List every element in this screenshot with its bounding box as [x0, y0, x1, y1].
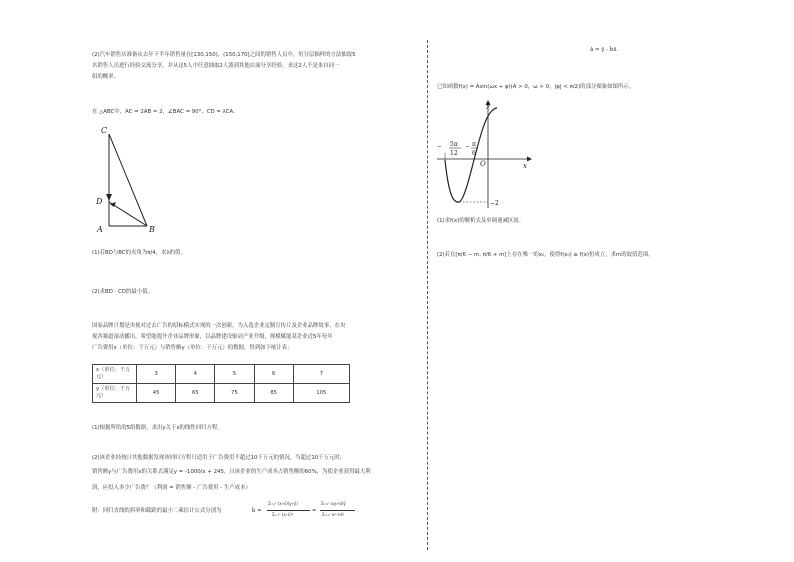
label-d: D	[96, 197, 103, 206]
y-axis-label: y	[486, 101, 490, 109]
label-6: 6	[472, 150, 476, 157]
label-12: 12	[450, 150, 458, 157]
sine-graph	[437, 98, 537, 210]
formula-numerator-2: Σᵢ₌₁ⁿ xᵢyᵢ-nx̄ȳ	[321, 501, 346, 506]
formula-denominator-1: Σᵢ₌₁ⁿ (xᵢ-x̄)²	[272, 512, 294, 517]
formula-b-hat: b̂ =	[252, 508, 262, 514]
triangle-figure	[92, 124, 162, 236]
triangle-part-2: (2)求BD · CD的最小值。	[92, 289, 153, 295]
table-cell: 6	[254, 365, 293, 384]
formula-numerator-1: Σᵢ₌₁ⁿ (xᵢ-x̄)(yᵢ-ȳ)	[268, 501, 298, 506]
table-row	[93, 365, 350, 384]
table-cell: 105	[293, 384, 349, 403]
appendix-prefix: 附：回归直线的斜率和截距的最小二乘估计公式分别为	[92, 508, 222, 514]
label-5pi: 5π	[450, 141, 458, 148]
origin-label: O	[480, 160, 486, 168]
table-row-header: x（单位：千万元）	[93, 365, 137, 384]
table-cell: 65	[176, 384, 215, 403]
ads-part-1: (1)根据所给的5组数据，求出y关于x的线性回归方程。	[92, 425, 223, 431]
formula-tail: ,	[357, 508, 359, 514]
ads-intro-1: 国家品牌计划是央视对过去广告的招标模式实现的一次创新，为入选企业定制宣传片及企业品牌故事，在央	[92, 323, 346, 329]
x-axis-label: x	[523, 162, 527, 170]
column-divider	[427, 40, 428, 550]
table-row-header: y（单位：千万元）	[93, 384, 137, 403]
triangle-question-stem: 在 △ABC中，AC = 2AB = 2，∠BAC = 90°，CD = λCA．	[92, 109, 239, 115]
regression-formula	[92, 498, 392, 524]
sales-line-2: 名销售人员进行经验交流分享，并从这5人中任意抽取2人派到其他店面分享经验，求这2人不是来自同一	[92, 63, 340, 69]
intercept-formula: â = ȳ - b̂x̄.	[590, 47, 619, 53]
sine-question-stem: 已知函数f(x) = Asin(ωx + φ)(A > 0，ω > 0，|φ| < π/2)的部分图象如图所示。	[437, 84, 635, 90]
ads-part-2-line-1: (2)该企业经统计其他数据发现该回归方程只适用于广告费用不超过10千万元的情况，当超过10千万元时，	[92, 455, 346, 461]
table-cell: 7	[293, 365, 349, 384]
label-b: B	[149, 225, 155, 234]
sine-part-1: (1)求f(x)的解析式及单调递减区间。	[437, 218, 525, 224]
minus-sign: −	[465, 144, 470, 150]
fraction-bar	[320, 510, 355, 511]
minus-2-label: −2	[490, 200, 499, 207]
sine-part-2: (2)若在[π/6 − m, π/6 + m]上存在唯一的x₀，使得f(x₀) ≥ f(x)恒成立，求m的取值范围。	[437, 252, 654, 258]
fraction-bar	[267, 510, 310, 511]
ads-part-2-line-3: 润，应投入多少广告费？（利润 = 销售额 - 广告费用 - 生产成本）	[92, 485, 251, 491]
table-cell: 85	[254, 384, 293, 403]
ads-intro-3: 广告费用x（单位：千万元）与销售额y（单位：千万元）的数据，得到如下统计表：	[92, 345, 293, 351]
minus-sign: −	[437, 144, 442, 150]
table-cell: 75	[215, 384, 254, 403]
sales-line-3: 组的概率。	[92, 74, 119, 80]
table-cell: 4	[176, 365, 215, 384]
table-cell: 45	[137, 384, 176, 403]
sales-line-1: (2)汽车销售店准备从去年下半年销售量在[130,150)，(150,170]之间的销售人员中，用分层抽样的方法抽取5	[92, 52, 356, 58]
formula-denominator-2: Σᵢ₌₁ⁿ xᵢ²-nx̄²	[322, 512, 345, 517]
ads-part-2-line-2: 销售额y与广告费用x的关系式满足y = -1000/x + 245，且该企业的生产成本占销售额的60%，为使企业获得最大利	[92, 469, 371, 475]
table-cell: 5	[215, 365, 254, 384]
label-pi: π	[472, 141, 476, 148]
ads-intro-2: 视各频道滚动播出，希望能提升企业品牌形象，以品牌建设驱动产业升级，规模赋能某企业近5年每年	[92, 334, 333, 340]
triangle-part-1: (1)若BD与BC的夹角为π/4，求λ的值。	[92, 250, 186, 256]
table-cell: 3	[137, 365, 176, 384]
table-row	[93, 384, 350, 403]
label-a: A	[97, 225, 103, 234]
formula-equals: =	[312, 508, 317, 514]
label-c: C	[101, 126, 108, 135]
ads-data-table	[92, 364, 350, 403]
